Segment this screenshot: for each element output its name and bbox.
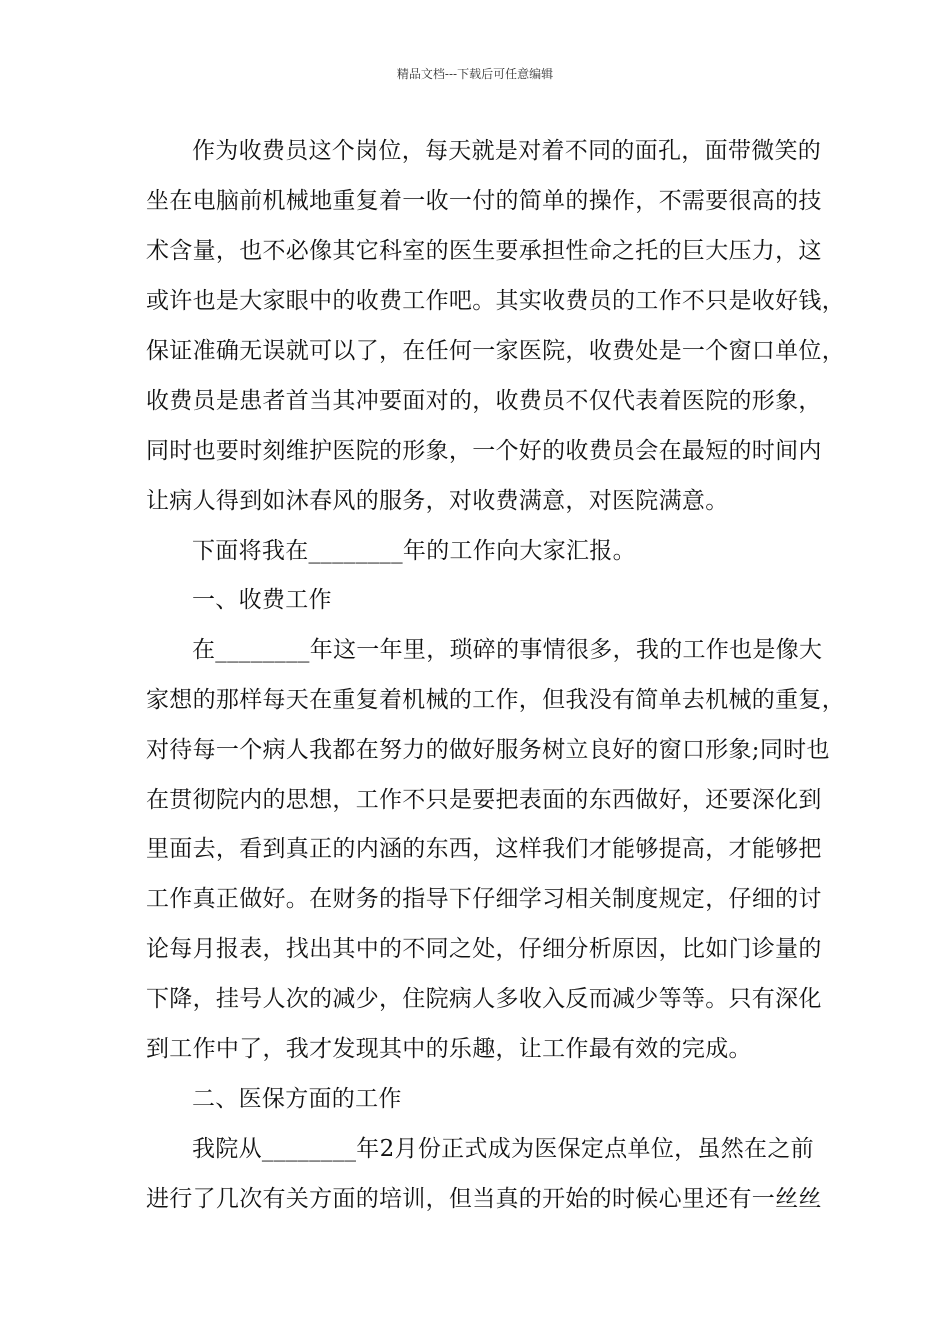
text-line: 我院从________年2月份正式成为医保定点单位，虽然在之前 [192, 1136, 814, 1162]
text-line: 作为收费员这个岗位，每天就是对着不同的面孔，面带微笑的 [192, 138, 822, 164]
text-line: 进行了几次有关方面的培训，但当真的开始的时候心里还有一丝丝 [146, 1186, 822, 1212]
text-line: 下面将我在________年的工作向大家汇报。 [192, 538, 636, 564]
section-heading: 二、医保方面的工作 [192, 1086, 402, 1112]
text-line: 保证准确无误就可以了，在任何一家医院，收费处是一个窗口单位， [146, 338, 845, 364]
text-line: 对待每一个病人我都在努力的做好服务树立良好的窗口形象;同时也 [146, 737, 830, 763]
text-line: 坐在电脑前机械地重复着一收一付的简单的操作，不需要很高的技 [146, 188, 822, 214]
text-line: 工作真正做好。在财务的指导下仔细学习相关制度规定，仔细的讨 [146, 886, 822, 912]
text-line: 下降，挂号人次的减少，住院病人多收入反而减少等等。只有深化 [146, 986, 822, 1012]
text-line: 家想的那样每天在重复着机械的工作，但我没有简单去机械的重复， [146, 687, 845, 713]
text-line: 收费员是患者首当其冲要面对的，收费员不仅代表着医院的形象， [146, 388, 822, 414]
text-line: 到工作中了，我才发现其中的乐趣，让工作最有效的完成。 [146, 1036, 752, 1062]
text-line: 术含量，也不必像其它科室的医生要承担性命之托的巨大压力，这 [146, 238, 822, 264]
text-line: 让病人得到如沐春风的服务，对收费满意，对医院满意。 [146, 488, 729, 514]
text-line: 论每月报表，找出其中的不同之处，仔细分析原因，比如门诊量的 [146, 936, 822, 962]
text-line: 同时也要时刻维护医院的形象，一个好的收费员会在最短的时间内 [146, 438, 822, 464]
page-header: 精品文档---下载后可任意编辑 [396, 67, 554, 81]
text-line: 在贯彻院内的思想，工作不只是要把表面的东西做好，还要深化到 [146, 787, 822, 813]
text-line: 里面去，看到真正的内涵的东西，这样我们才能够提高，才能够把 [146, 836, 822, 862]
text-line: 在________年这一年里，琐碎的事情很多，我的工作也是像大 [192, 637, 823, 663]
text-line: 或许也是大家眼中的收费工作吧。其实收费员的工作不只是收好钱， [146, 288, 845, 314]
section-heading: 一、收费工作 [192, 587, 332, 613]
